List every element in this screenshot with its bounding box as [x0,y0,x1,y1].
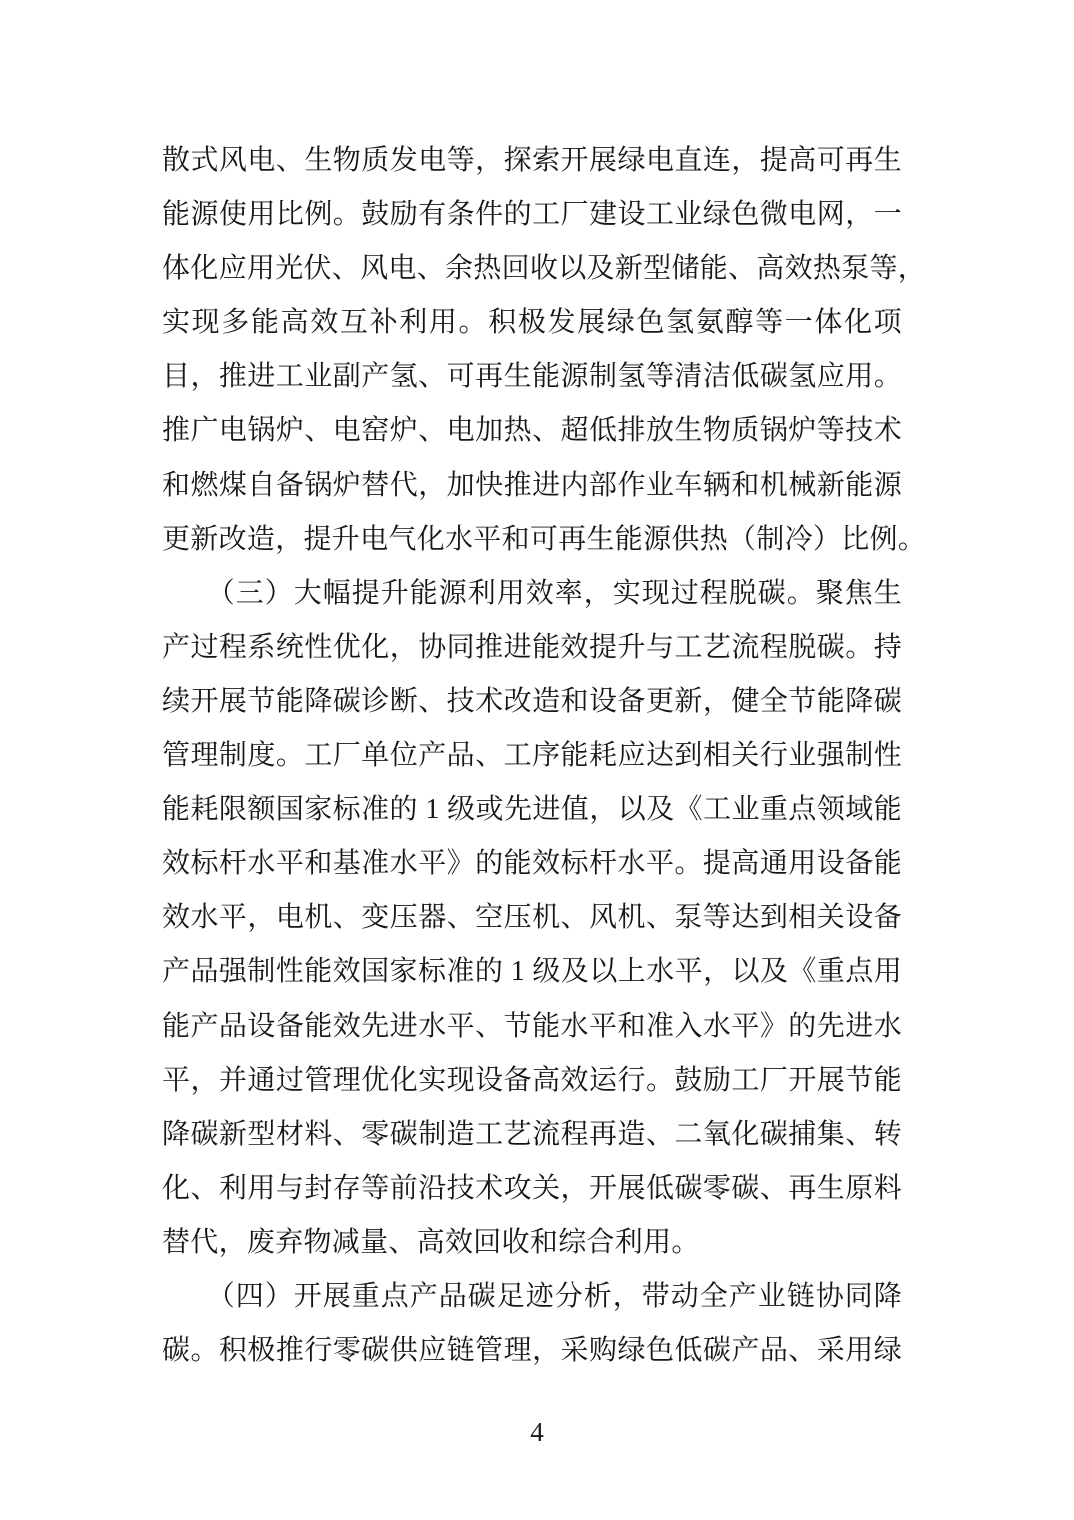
text-line-22: （四）开展重点产品碳足迹分析，带动全产业链协同降 [206,1280,902,1312]
text-line-16: 产品强制性能效国家标准的 1 级及以上水平，以及《重点用 [162,956,902,988]
text-line-20: 化、利用与封存等前沿技术攻关，开展低碳零碳、再生原料 [162,1172,902,1204]
text-line-3: 体化应用光伏、风电、余热回收以及新型储能、高效热泵等， [162,253,927,285]
document-body-text [162,134,927,1378]
text-line-6: 推广电锅炉、电窑炉、电加热、超低排放生物质锅炉等技术 [162,415,902,447]
text-line-18: 平，并通过管理优化实现设备高效运行。鼓励工厂开展节能 [162,1064,902,1096]
text-line-10: 产过程系统性优化，协同推进能效提升与工艺流程脱碳。持 [162,631,902,663]
text-line-5: 目，推进工业副产氢、可再生能源制氢等清洁低碳氢应用。 [162,361,902,393]
text-line-7: 和燃煤自备锅炉替代，加快推进内部作业车辆和机械新能源 [162,469,902,501]
text-line-14: 效标杆水平和基准水平》的能效标杆水平。提高通用设备能 [162,848,902,880]
text-line-13: 能耗限额国家标准的 1 级或先进值，以及《工业重点领域能 [162,794,902,826]
text-line-1: 散式风电、生物质发电等，探索开展绿电直连，提高可再生 [162,145,902,176]
text-line-11: 续开展节能降碳诊断、技术改造和设备更新，健全节能降碳 [162,685,902,717]
text-line-23: 碳。积极推行零碳供应链管理，采购绿色低碳产品、采用绿 [162,1335,902,1367]
text-line-12: 管理制度。工厂单位产品、工序能耗应达到相关行业强制性 [162,740,902,772]
page-number: 4 [530,1417,544,1447]
text-line-9: （三）大幅提升能源利用效率，实现过程脱碳。聚焦生 [206,577,902,609]
text-line-8: 更新改造，提升电气化水平和可再生能源供热（制冷）比例。 [162,523,927,555]
page-footer [0,1412,1074,1452]
text-line-15: 效水平，电机、变压器、空压机、风机、泵等达到相关设备 [162,902,902,934]
text-line-21: 替代，废弃物减量、高效回收和综合利用。 [162,1226,700,1258]
text-line-2: 能源使用比例。鼓励有条件的工厂建设工业绿色微电网，一 [162,199,902,231]
text-line-17: 能产品设备能效先进水平、节能水平和准入水平》的先进水 [162,1010,902,1042]
text-line-19: 降碳新型材料、零碳制造工艺流程再造、二氧化碳捕集、转 [162,1118,902,1150]
text-line-4: 实现多能高效互补利用。积极发展绿色氢氨醇等一体化项 [162,307,902,339]
